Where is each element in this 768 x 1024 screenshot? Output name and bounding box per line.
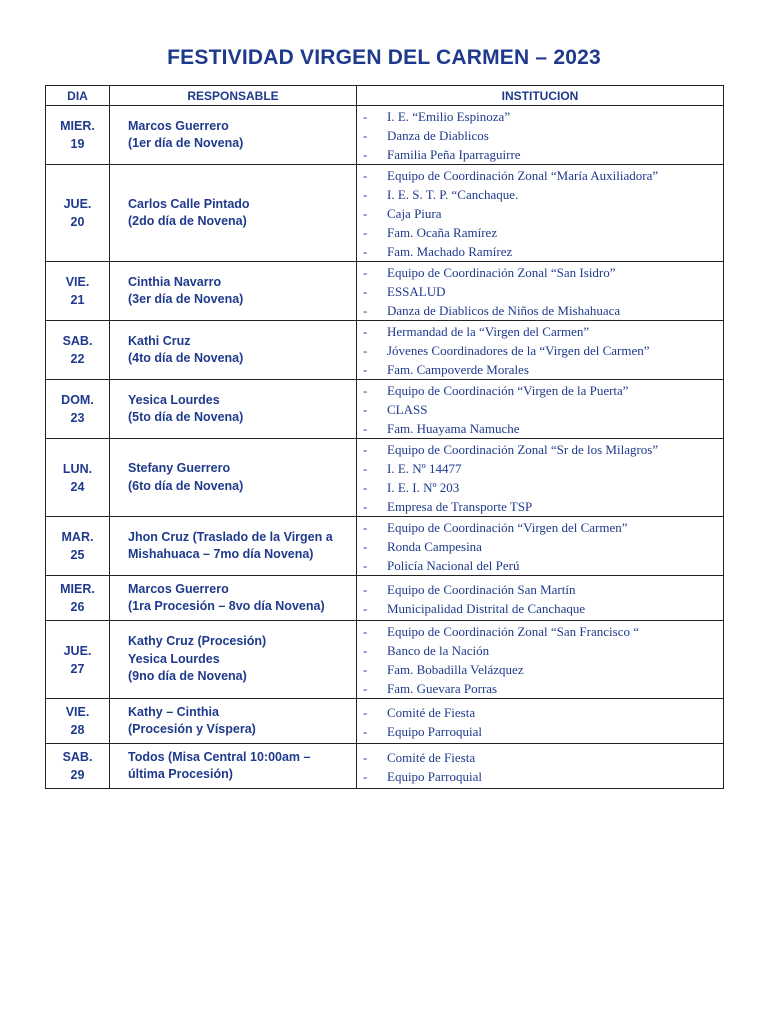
responsable-line: Todos (Misa Central 10:00am – [128, 749, 311, 764]
responsable-line: (1er día de Novena) [128, 136, 244, 150]
institucion-text: Empresa de Transporte TSP [387, 499, 533, 514]
institucion-cell [357, 744, 724, 789]
bullet-dash: - [363, 558, 368, 573]
institucion-item [363, 679, 719, 698]
bullet-dash: - [363, 723, 368, 739]
bullet-dash: - [363, 662, 368, 677]
bullet-dash: - [363, 624, 368, 639]
responsable-line: Jhon Cruz (Traslado de la Virgen a [128, 529, 333, 544]
responsable-line: Kathy – Cinthia [128, 704, 219, 719]
bullet-dash: - [363, 303, 368, 318]
institucion-text: Fam. Machado Ramírez [387, 244, 513, 259]
institucion-text: Hermandad de la “Virgen del Carmen” [387, 324, 590, 339]
day-name: LUN. [62, 461, 93, 476]
institucion-cell [357, 106, 724, 165]
bullet-dash: - [363, 704, 368, 720]
responsable-cell [110, 321, 357, 380]
responsable-cell [110, 262, 357, 321]
institucion-item [363, 767, 719, 786]
institucion-cell [357, 621, 724, 699]
table-row [46, 621, 724, 699]
institucion-text: I. E. S. T. P. “Canchaque. [387, 187, 519, 202]
responsable-line: Stefany Guerrero [128, 461, 231, 475]
institucion-text: Fam. Huayama Namuche [387, 421, 520, 436]
table-row [46, 699, 724, 744]
table-row [46, 106, 724, 165]
responsable-cell [110, 621, 357, 699]
institucion-text: Equipo de Coordinación “Virgen de la Puerta” [387, 383, 629, 398]
day-number: 27 [70, 661, 85, 676]
responsable-cell [110, 576, 357, 621]
responsable-line: (Procesión y Víspera) [128, 722, 256, 736]
table-row [46, 380, 724, 439]
bullet-dash: - [363, 442, 368, 457]
institucion-text: Fam. Guevara Porras [387, 681, 498, 696]
bullet-dash: - [363, 225, 368, 240]
institucion-text: Municipalidad Distrital de Canchaque [387, 600, 586, 616]
responsable-line: Yesica Lourdes [128, 651, 220, 666]
institucion-text: Equipo de Coordinación Zonal “Sr de los Milagros” [387, 442, 659, 457]
header-institucion: INSTITUCION [357, 86, 724, 106]
responsable-line: Kathy Cruz (Procesión) [128, 634, 267, 649]
institucion-item [363, 166, 719, 185]
institucion-item [363, 301, 719, 320]
institucion-text: Equipo de Coordinación Zonal “San Francisco “ [387, 624, 639, 639]
institucion-text: Fam. Bobadilla Velázquez [387, 662, 524, 677]
bullet-dash: - [363, 539, 368, 554]
table-row [46, 165, 724, 262]
responsable-cell [110, 699, 357, 744]
institucion-item [363, 537, 719, 556]
table-header-row [46, 86, 724, 106]
institucion-text: Danza de Diablicos de Niños de Mishahuaca [387, 303, 621, 318]
bullet-dash: - [363, 362, 368, 377]
institucion-text: Caja Piura [387, 206, 442, 221]
responsable-line: (6to día de Novena) [128, 478, 244, 493]
institucion-text: Policía Nacional del Perú [387, 558, 520, 573]
table-row [46, 439, 724, 517]
bullet-dash: - [363, 265, 368, 280]
institucion-item [363, 478, 719, 497]
day-name: JUE. [63, 643, 92, 658]
responsable-cell [110, 106, 357, 165]
responsable-line: (9no día de Novena) [128, 669, 247, 684]
bullet-dash: - [363, 643, 368, 658]
institucion-item [363, 556, 719, 575]
institucion-text: I. E. “Emilio Espinoza” [387, 109, 511, 124]
header-dia: DIA [46, 86, 110, 106]
header-responsable: RESPONSABLE [110, 86, 357, 106]
institucion-text: Equipo de Coordinación Zonal “San Isidro” [387, 265, 616, 280]
institucion-cell [357, 262, 724, 321]
day-number: 28 [70, 723, 85, 737]
day-number: 21 [70, 293, 85, 307]
responsable-cell [110, 439, 357, 517]
institucion-cell [357, 439, 724, 517]
day-name: DOM. [61, 393, 94, 407]
bullet-dash: - [363, 402, 368, 417]
table-row [46, 576, 724, 621]
bullet-dash: - [363, 343, 368, 358]
day-name: SAB. [62, 334, 93, 348]
responsable-line: Marcos Guerrero [128, 118, 229, 133]
institucion-item [363, 145, 719, 164]
institucion-item [363, 185, 719, 204]
bullet-dash: - [363, 168, 368, 183]
institucion-text: Equipo de Coordinación San Martín [387, 581, 576, 597]
institucion-item [363, 263, 719, 282]
institucion-text: Equipo de Coordinación “Virgen del Carmen” [387, 520, 628, 535]
day-cell [46, 262, 110, 321]
day-cell [46, 321, 110, 380]
table-body [46, 106, 724, 789]
institucion-cell [357, 165, 724, 262]
day-cell [46, 699, 110, 744]
institucion-item [363, 703, 719, 722]
institucion-item [363, 497, 719, 516]
institucion-item [363, 459, 719, 478]
responsable-line: Carlos Calle Pintado [128, 196, 250, 211]
institucion-text: Fam. Ocaña Ramírez [387, 225, 498, 240]
institucion-item [363, 322, 719, 341]
bullet-dash: - [363, 749, 368, 765]
day-number: 23 [70, 411, 85, 425]
bullet-dash: - [363, 421, 368, 436]
institucion-text: Equipo de Coordinación Zonal “María Auxiliadora” [387, 168, 659, 183]
bullet-dash: - [363, 244, 368, 259]
table-row [46, 262, 724, 321]
institucion-item [363, 641, 719, 660]
day-cell [46, 165, 110, 262]
institucion-item [363, 518, 719, 537]
bullet-dash: - [363, 383, 368, 398]
responsable-line: última Procesión) [128, 767, 233, 781]
bullet-dash: - [363, 768, 368, 784]
responsable-cell [110, 165, 357, 262]
day-name: MIER. [60, 582, 95, 596]
day-number: 26 [70, 600, 85, 614]
page-title: FESTIVIDAD VIRGEN DEL CARMEN – 2023 [167, 46, 601, 69]
responsable-line: Marcos Guerrero [128, 581, 229, 596]
day-name: MIER. [60, 119, 95, 133]
institucion-cell [357, 380, 724, 439]
institucion-text: I. E. Nº 14477 [387, 461, 462, 476]
bullet-dash: - [363, 187, 368, 202]
responsable-cell [110, 380, 357, 439]
institucion-cell [357, 517, 724, 576]
institucion-item [363, 400, 719, 419]
day-number: 24 [70, 479, 85, 494]
institucion-text: Fam. Campoverde Morales [387, 362, 529, 377]
institucion-item [363, 223, 719, 242]
day-name: SAB. [62, 750, 93, 764]
day-number: 20 [70, 215, 85, 229]
responsable-line: (3er día de Novena) [128, 292, 244, 306]
day-name: VIE. [65, 275, 90, 289]
day-name: MAR. [61, 530, 94, 544]
bullet-dash: - [363, 499, 368, 514]
day-number: 25 [70, 548, 85, 562]
responsable-line: Kathi Cruz [128, 333, 191, 348]
institucion-text: I. E. I. Nº 203 [387, 480, 460, 495]
bullet-dash: - [363, 461, 368, 476]
day-name: VIE. [65, 705, 90, 719]
table-row [46, 744, 724, 789]
responsable-line: (4to día de Novena) [128, 351, 244, 365]
responsable-line: (2do día de Novena) [128, 214, 247, 228]
bullet-dash: - [363, 480, 368, 495]
day-cell [46, 744, 110, 789]
institucion-item [363, 341, 719, 360]
institucion-text: CLASS [387, 402, 428, 417]
bullet-dash: - [363, 600, 368, 616]
bullet-dash: - [363, 520, 368, 535]
institucion-item [363, 748, 719, 767]
institucion-text: Familia Peña Iparraguirre [387, 147, 521, 162]
day-cell [46, 106, 110, 165]
table-row [46, 321, 724, 380]
institucion-text: Comité de Fiesta [387, 749, 476, 765]
bullet-dash: - [363, 128, 368, 143]
institucion-cell [357, 576, 724, 621]
bullet-dash: - [363, 581, 368, 597]
institucion-item [363, 722, 719, 741]
bullet-dash: - [363, 324, 368, 339]
responsable-line: Mishahuaca – 7mo día Novena) [128, 547, 314, 561]
institucion-item [363, 282, 719, 301]
responsable-cell [110, 517, 357, 576]
day-number: 22 [70, 352, 85, 366]
institucion-text: Danza de Diablicos [387, 128, 489, 143]
institucion-item [363, 204, 719, 223]
institucion-item [363, 126, 719, 145]
institucion-text: Comité de Fiesta [387, 704, 476, 720]
institucion-cell [357, 699, 724, 744]
day-number: 19 [70, 137, 85, 151]
institucion-item [363, 381, 719, 400]
institucion-text: Equipo Parroquial [387, 723, 482, 739]
day-cell [46, 380, 110, 439]
day-cell [46, 517, 110, 576]
table-row [46, 517, 724, 576]
bullet-dash: - [363, 109, 368, 124]
bullet-dash: - [363, 147, 368, 162]
institucion-text: Jóvenes Coordinadores de la “Virgen del Carmen” [387, 343, 650, 358]
responsable-line: Yesica Lourdes [128, 392, 220, 407]
bullet-dash: - [363, 681, 368, 696]
institucion-text: Banco de la Nación [387, 643, 490, 658]
bullet-dash: - [363, 284, 368, 299]
responsable-line: Cinthia Navarro [128, 274, 222, 289]
institucion-item [363, 440, 719, 459]
institucion-item [363, 580, 719, 599]
day-name: JUE. [63, 197, 92, 211]
institucion-item [363, 660, 719, 679]
institucion-item [363, 242, 719, 261]
institucion-text: Ronda Campesina [387, 539, 482, 554]
institucion-item [363, 599, 719, 618]
institucion-item [363, 419, 719, 438]
day-cell [46, 621, 110, 699]
responsable-cell [110, 744, 357, 789]
day-cell [46, 439, 110, 517]
bullet-dash: - [363, 206, 368, 221]
institucion-cell [357, 321, 724, 380]
responsable-line: (1ra Procesión – 8vo día Novena) [128, 599, 325, 613]
institucion-item [363, 622, 719, 641]
day-cell [46, 576, 110, 621]
institucion-item [363, 107, 719, 126]
day-number: 29 [70, 768, 85, 782]
institucion-text: Equipo Parroquial [387, 768, 482, 784]
responsable-line: (5to día de Novena) [128, 410, 244, 424]
institucion-text: ESSALUD [387, 284, 446, 299]
institucion-item [363, 360, 719, 379]
schedule-table [45, 85, 724, 789]
